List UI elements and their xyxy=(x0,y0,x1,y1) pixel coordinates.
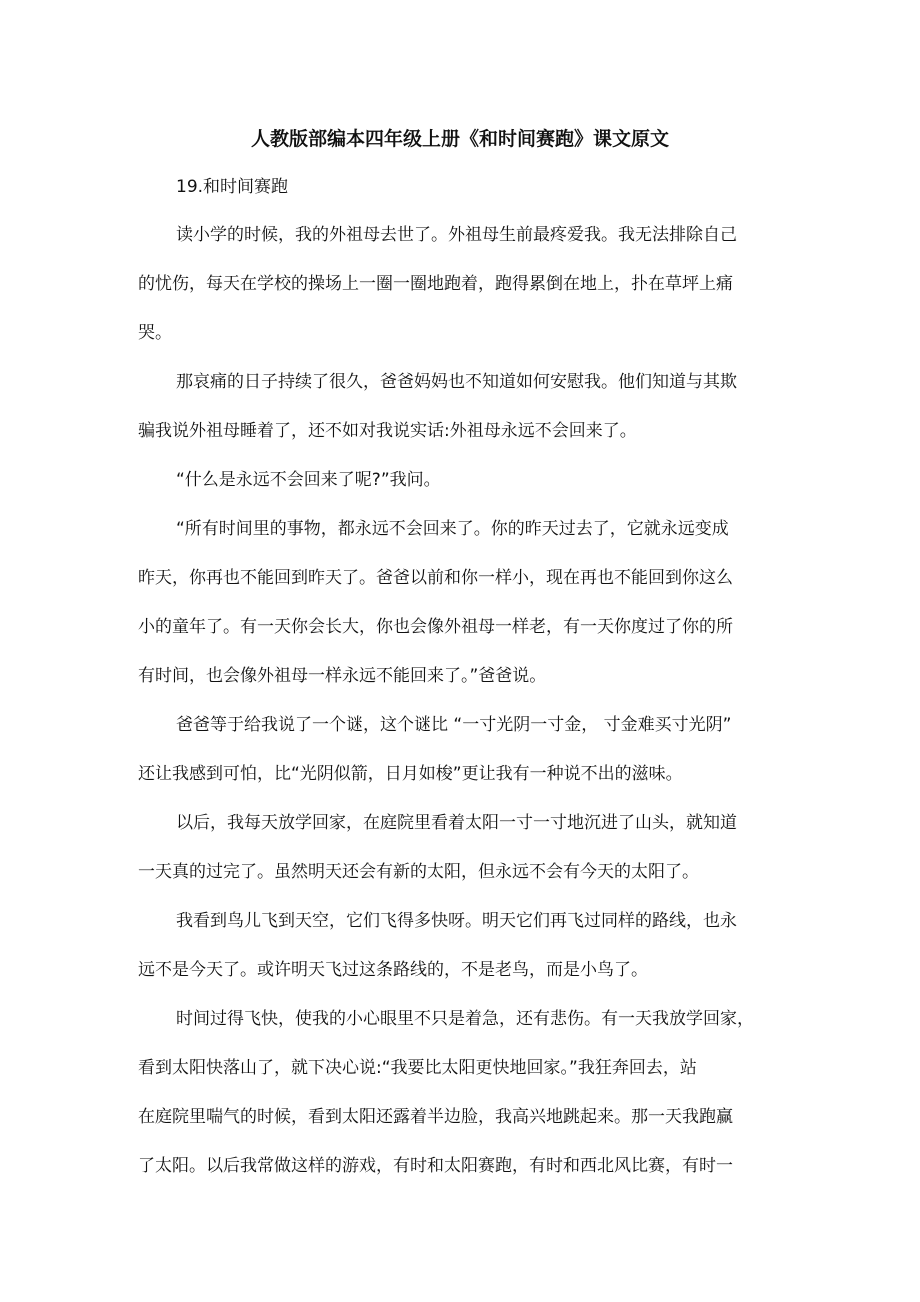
paragraph-4 xyxy=(138,514,818,710)
paragraph-1 xyxy=(138,220,818,367)
paragraph-line: “什么是永远不会回来了呢?”我问。 xyxy=(176,470,441,490)
paragraph-line: 读小学的时候，我的外祖母去世了。外祖母生前最疼爱我。我无法排除自己 xyxy=(176,225,737,245)
paragraph-line: 以后，我每天放学回家，在庭院里看着太阳一寸一寸地沉进了山头，就知道 xyxy=(176,813,737,833)
paragraph-line: “所有时间里的事物，都永远不会回来了。你的昨天过去了，它就永远变成 xyxy=(176,519,729,539)
paragraph-line: 那哀痛的日子持续了很久，爸爸妈妈也不知道如何安慰我。他们知道与其欺 xyxy=(176,372,737,392)
paragraph-line: 哭。 xyxy=(138,323,172,343)
paragraph-line: 远不是今天了。或许明天飞过这条路线的，不是老鸟，而是小鸟了。 xyxy=(138,960,648,980)
paragraph-line: 爸爸等于给我说了一个谜，这个谜比 “一寸光阴一寸金， 寸金难买寸光阴” xyxy=(176,715,732,735)
paragraph-line: 看到太阳快落山了，就下决心说:“我要比太阳更快地回家。”我狂奔回去，站 xyxy=(138,1058,697,1078)
page-title: 人教版部编本四年级上册《和时间赛跑》课文原文 xyxy=(250,128,669,150)
paragraph-line: 在庭院里喘气的时候，看到太阳还露着半边脸，我高兴地跳起来。那一天我跑赢 xyxy=(138,1107,733,1127)
paragraph-7 xyxy=(138,906,818,1004)
paragraph-8 xyxy=(138,1004,818,1200)
paragraph-line: 还让我感到可怕，比“光阴似箭，日月如梭”更让我有一种说不出的滋味。 xyxy=(138,764,683,784)
paragraph-2 xyxy=(138,367,818,465)
paragraph-line: 的忧伤，每天在学校的操场上一圈一圈地跑着，跑得累倒在地上，扑在草坪上痛 xyxy=(138,274,733,294)
paragraph-5 xyxy=(138,710,818,808)
paragraph-3 xyxy=(138,465,818,514)
paragraph-line: 了太阳。以后我常做这样的游戏，有时和太阳赛跑，有时和西北风比赛，有时一 xyxy=(138,1156,733,1176)
lesson-heading: 19.和时间赛跑 xyxy=(176,177,289,197)
paragraph-line: 骗我说外祖母睡着了，还不如对我说实话:外祖母永远不会回来了。 xyxy=(138,421,637,441)
paragraph-line: 小的童年了。有一天你会长大，你也会像外祖母一样老，有一天你度过了你的所 xyxy=(138,617,733,637)
paragraph-line: 我看到鸟儿飞到天空，它们飞得多快呀。明天它们再飞过同样的路线，也永 xyxy=(176,911,737,931)
paragraph-line: 有时间，也会像外祖母一样永远不能回来了。”爸爸说。 xyxy=(138,666,547,686)
paragraph-6 xyxy=(138,808,818,906)
paragraph-line: 一天真的过完了。虽然明天还会有新的太阳，但永远不会有今天的太阳了。 xyxy=(138,862,699,882)
paragraph-line: 时间过得飞快，使我的小心眼里不只是着急，还有悲伤。有一天我放学回家， xyxy=(176,1009,754,1029)
paragraph-line: 昨天，你再也不能回到昨天了。爸爸以前和你一样小，现在再也不能回到你这么 xyxy=(138,568,733,588)
